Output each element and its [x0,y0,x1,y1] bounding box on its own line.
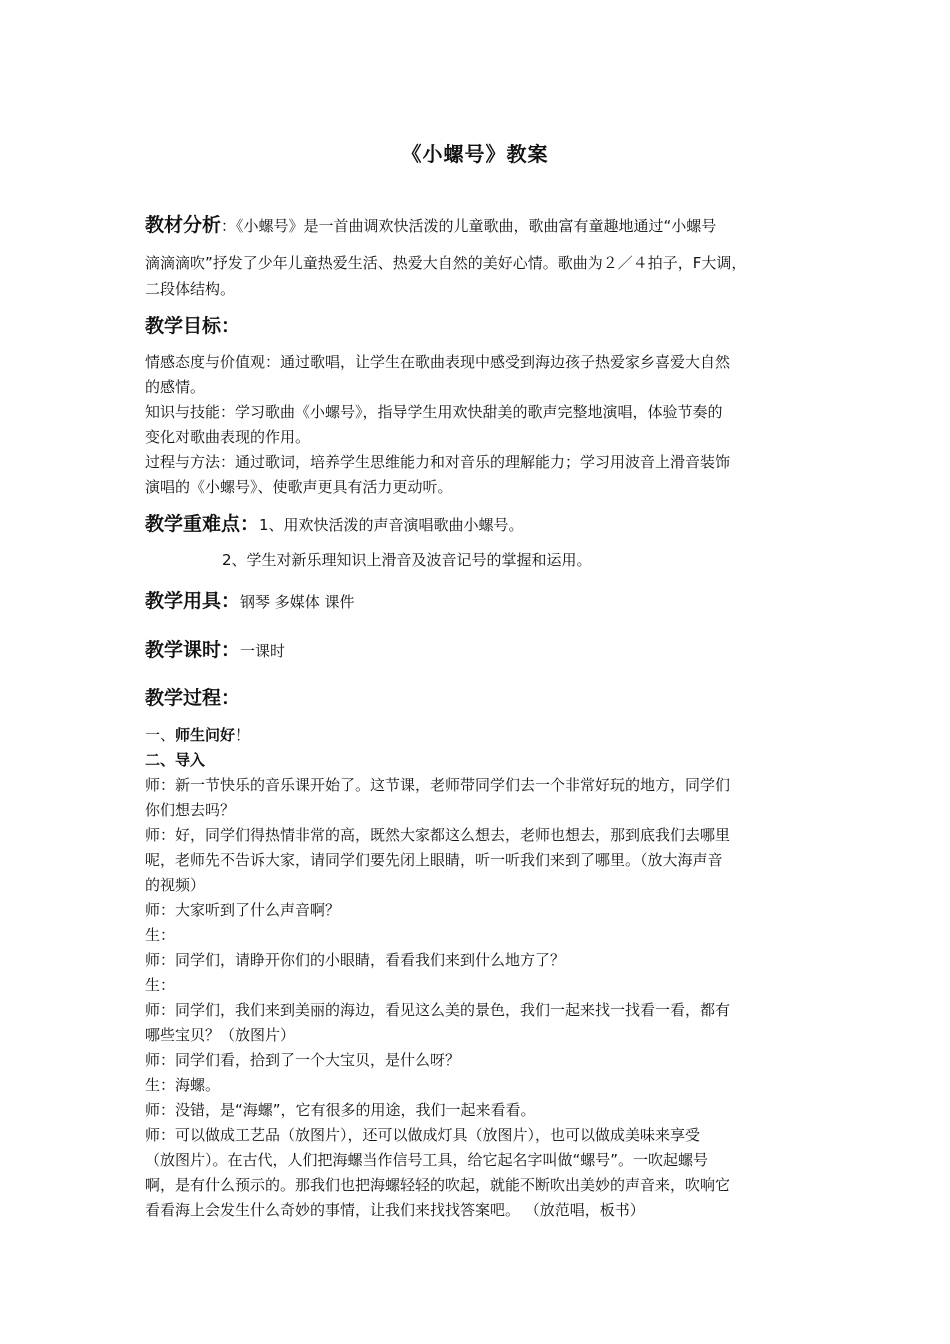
process-line-16: （放图片）。在古代，人们把海螺当作信号工具，给它起名字叫做“螺号”。一吹起螺号 [145,1151,709,1169]
process-step-1 [145,723,810,748]
process-line-8: 师：同学们，请睁开你们的小眼睛，看看我们来到什么地方了？ [145,951,566,969]
tools-heading: 教学用具： [145,590,241,612]
keypoints-item-1: 1、用欢快活泼的声音演唱歌曲小螺号。 [259,516,524,534]
step-1-number: 一、 [145,726,176,744]
step-1-mark: ！ [235,726,251,744]
goals-heading: 教学目标： [145,315,241,337]
process-line-10: 师：同学们，我们来到美丽的海边，看见这么美的景色，我们一起来找一找看一看，都有 [145,1001,731,1019]
process-line-5: 的视频） [145,876,206,894]
goals-line-6: 演唱的《小螺号》、使歌声更具有活力更动听。 [145,478,453,496]
tools-line [145,589,810,615]
hours-line [145,638,810,664]
process-line-17: 啊，是有什么预示的。那我们也把海螺轻轻的吹起，就能不断吹出美妙的声音来，吹响它 [145,1176,731,1194]
hours-heading: 教学课时： [145,639,241,661]
keypoints-heading: 教学重难点： [145,513,260,535]
analysis-line-3: 二段体结构。 [145,280,236,298]
goals-line-3: 知识与技能：学习歌曲《小螺号》，指导学生用欢快甜美的歌声完整地演唱，体验节奏的 [145,403,723,421]
process-line-15: 师：可以做成工艺品（放图片），还可以做成灯具（放图片），也可以做成美味来享受 [145,1126,701,1144]
tools-text: 钢琴 多媒体 课件 [240,593,355,611]
process-step-2: 二、导入 [145,751,206,769]
goals-line-4: 变化对歌曲表现的作用。 [145,428,311,446]
goals-line-5: 过程与方法：通过歌词，培养学生思维能力和对音乐的理解能力；学习用波音上滑音装饰 [145,453,731,471]
process-line-7: 生： [145,926,176,944]
hours-text: 一课时 [240,642,286,660]
keypoints-line-1 [145,512,810,538]
process-line-3: 师：好，同学们得热情非常的高，既然大家都这么想去，老师也想去，那到底我们去哪里 [145,826,731,844]
analysis-colon: ： [221,217,237,235]
process-line-2: 你们想去吗？ [145,801,236,819]
goals-line-2: 的感情。 [145,378,206,396]
analysis-heading: 教材分析 [145,214,222,236]
process-line-11: 哪些宝贝？（放图片） [145,1026,296,1044]
keypoints-item-2: 2、学生对新乐理知识上滑音及波音记号的掌握和运用。 [222,551,592,569]
process-line-6: 师：大家听到了什么声音啊？ [145,901,341,919]
page-title: 《小螺号》教案 [401,142,549,166]
process-heading: 教学过程： [145,687,241,709]
process-line-13: 生：海螺。 [145,1076,221,1094]
goals-line-1: 情感态度与价值观：通过歌唱，让学生在歌曲表现中感受到海边孩子热爱家乡喜爱大自然 [145,353,731,371]
process-line-1: 师：新一节快乐的音乐课开始了。这节课，老师带同学们去一个非常好玩的地方，同学们 [145,776,731,794]
process-line-4: 呢，老师先不告诉大家，请同学们要先闭上眼睛，听一听我们来到了哪里。（放大海声音 [145,851,723,869]
analysis-line-1 [145,213,810,239]
process-line-14: 师：没错，是“海螺”，它有很多的用途，我们一起来看看。 [145,1101,536,1119]
process-line-9: 生： [145,976,176,994]
process-line-18: 看看海上会发生什么奇妙的事情，让我们来找找答案吧。 （放范唱，板书） [145,1201,645,1219]
process-line-12: 师：同学们看，拾到了一个大宝贝，是什么呀？ [145,1051,461,1069]
analysis-text-1: 《小螺号》是一首曲调欢快活泼的儿童歌曲，歌曲富有童趣地通过“小螺号 [236,217,717,235]
analysis-line-2: 滴滴滴吹”抒发了少年儿童热爱生活、热爱大自然的美好心情。歌曲为２／４拍子，F大调， [145,254,747,272]
step-1-title: 师生问好 [175,726,236,744]
